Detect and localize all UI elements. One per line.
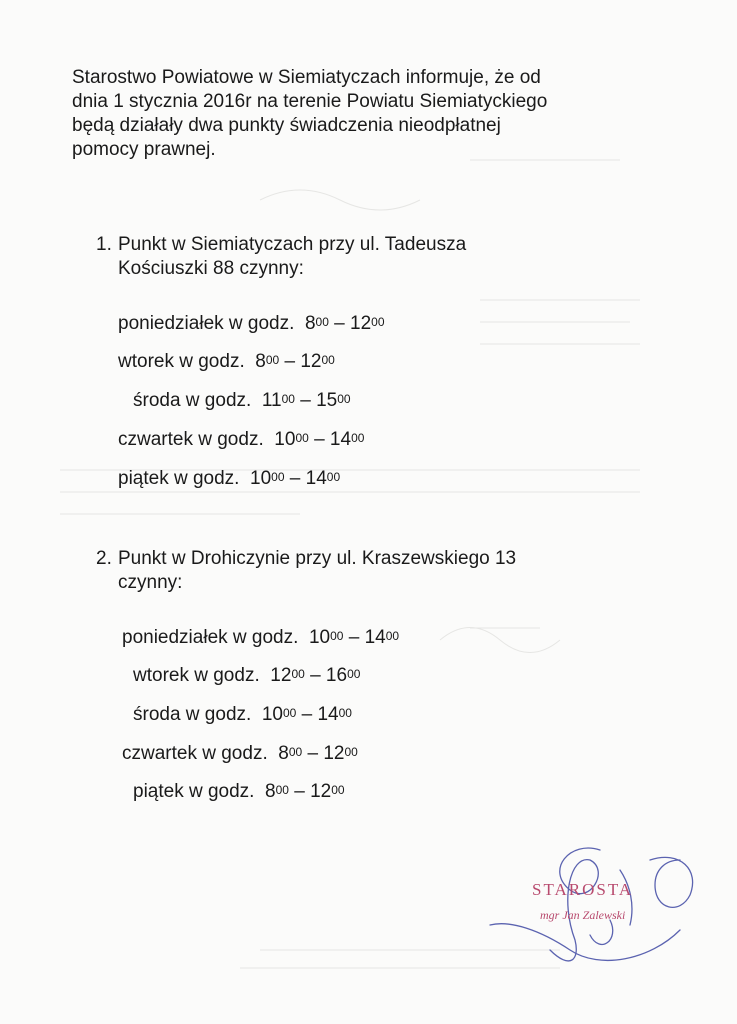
point-2-title-line: czynny: (118, 572, 183, 593)
hour-to: 14 (317, 704, 339, 725)
schedule-day: czwartek w godz. (118, 429, 264, 450)
hour-to: 12 (350, 313, 372, 334)
signature-stamp-block (450, 830, 710, 980)
intro-paragraph (72, 66, 672, 162)
hour-from: 10 (274, 429, 296, 450)
hour-from: 11 (261, 390, 282, 411)
minute-to: 00 (344, 745, 358, 759)
minute-to: 00 (338, 706, 352, 720)
schedule-day: piątek w godz. (118, 468, 240, 489)
minute-from: 00 (330, 629, 344, 643)
minute-from: 00 (265, 353, 280, 367)
hour-from: 8 (255, 351, 266, 372)
schedule-row: piątek w godz. $8^{00} - 12^{00}$ (133, 781, 345, 802)
schedule-row: poniedziałek w godz. $8^{00} - 12^{00}$ (118, 313, 385, 334)
hour-to: 14 (305, 468, 327, 489)
minute-to: 00 (347, 667, 361, 681)
schedule-day: poniedziałek w godz. (122, 627, 299, 648)
minute-from: 00 (295, 431, 309, 445)
minute-to: 00 (326, 470, 341, 484)
schedule-day: wtorek w godz. (118, 351, 245, 372)
minute-from: 00 (291, 667, 305, 681)
intro-line: będą działały dwa punkty świadczenia nieodpłatnej (72, 115, 501, 136)
intro-line: dnia 1 stycznia 2016r na terenie Powiatu Siemiatyckiego (72, 91, 548, 112)
point-2-title-line: Punkt w Drohiczynie przy ul. Kraszewskiego 13 (118, 548, 517, 569)
schedule-row: wtorek w godz. $8^{00} - 12^{00}$ (118, 351, 335, 372)
hour-from: 12 (270, 665, 292, 686)
minute-to: 00 (351, 431, 365, 445)
schedule-row: środa w godz. $10^{00} - 14^{00}$ (133, 704, 352, 725)
schedule-day: poniedziałek w godz. (118, 313, 295, 334)
schedule-day: czwartek w godz. (122, 743, 268, 764)
minute-from: 00 (281, 392, 295, 406)
point-2-heading (96, 547, 676, 595)
minute-from: 00 (288, 745, 303, 759)
stamp-name: mgr Jan Zalewski (540, 908, 626, 922)
hour-to: 14 (364, 627, 386, 648)
minute-to: 00 (385, 629, 400, 643)
hour-from: 10 (308, 627, 331, 648)
schedule-row: piątek w godz. $10^{00} - 14^{00}$ (118, 468, 341, 489)
point-1-number: 1. (96, 234, 112, 255)
schedule-row: czwartek w godz. $8^{00} - 12^{00}$ (122, 743, 358, 764)
handwritten-signature (450, 830, 710, 980)
hour-from: 10 (250, 468, 272, 489)
hour-to: 14 (329, 429, 352, 450)
minute-from: 00 (275, 783, 289, 797)
schedule-day: wtorek w godz. (133, 665, 260, 686)
schedule-row: czwartek w godz. $10^{00} - 14^{00}$ (118, 429, 365, 450)
minute-to: 00 (337, 392, 351, 406)
point-1-heading (96, 233, 656, 281)
minute-from: 00 (315, 315, 329, 329)
hour-to: 12 (323, 743, 345, 764)
minute-from: 00 (283, 706, 297, 720)
schedule-day: środa w godz. (133, 704, 252, 725)
hour-from: 8 (304, 313, 316, 334)
hour-to: 16 (325, 665, 348, 686)
point-2-number: 2. (96, 548, 112, 569)
stamp-title: STAROSTA (532, 880, 634, 899)
schedule-day: piątek w godz. (133, 781, 255, 802)
point-1-title-line: Kościuszki 88 czynny: (118, 258, 304, 279)
schedule-row: wtorek w godz. $12^{00} - 16^{00}$ (133, 665, 361, 686)
hour-to: 15 (316, 390, 338, 411)
hour-from: 10 (261, 704, 283, 725)
hour-to: 12 (310, 781, 332, 802)
minute-to: 00 (321, 353, 335, 367)
hour-to: 12 (300, 351, 322, 372)
hour-from: 8 (265, 781, 276, 802)
schedule-day: środa w godz. (133, 390, 252, 411)
minute-to: 00 (331, 783, 345, 797)
schedule-row: środa w godz. $11^{00} - 15^{00}$ (133, 390, 351, 411)
point-1-title-line: Punkt w Siemiatyczach przy ul. Tadeusza (118, 234, 467, 255)
schedule-row: poniedziałek w godz. $10^{00} - 14^{00}$ (122, 627, 400, 648)
hour-from: 8 (278, 743, 289, 764)
intro-line: Starostwo Powiatowe w Siemiatyczach informuje, że od (72, 67, 541, 88)
minute-to: 00 (371, 315, 385, 329)
minute-from: 00 (271, 470, 285, 484)
intro-line: pomocy prawnej. (72, 139, 216, 160)
